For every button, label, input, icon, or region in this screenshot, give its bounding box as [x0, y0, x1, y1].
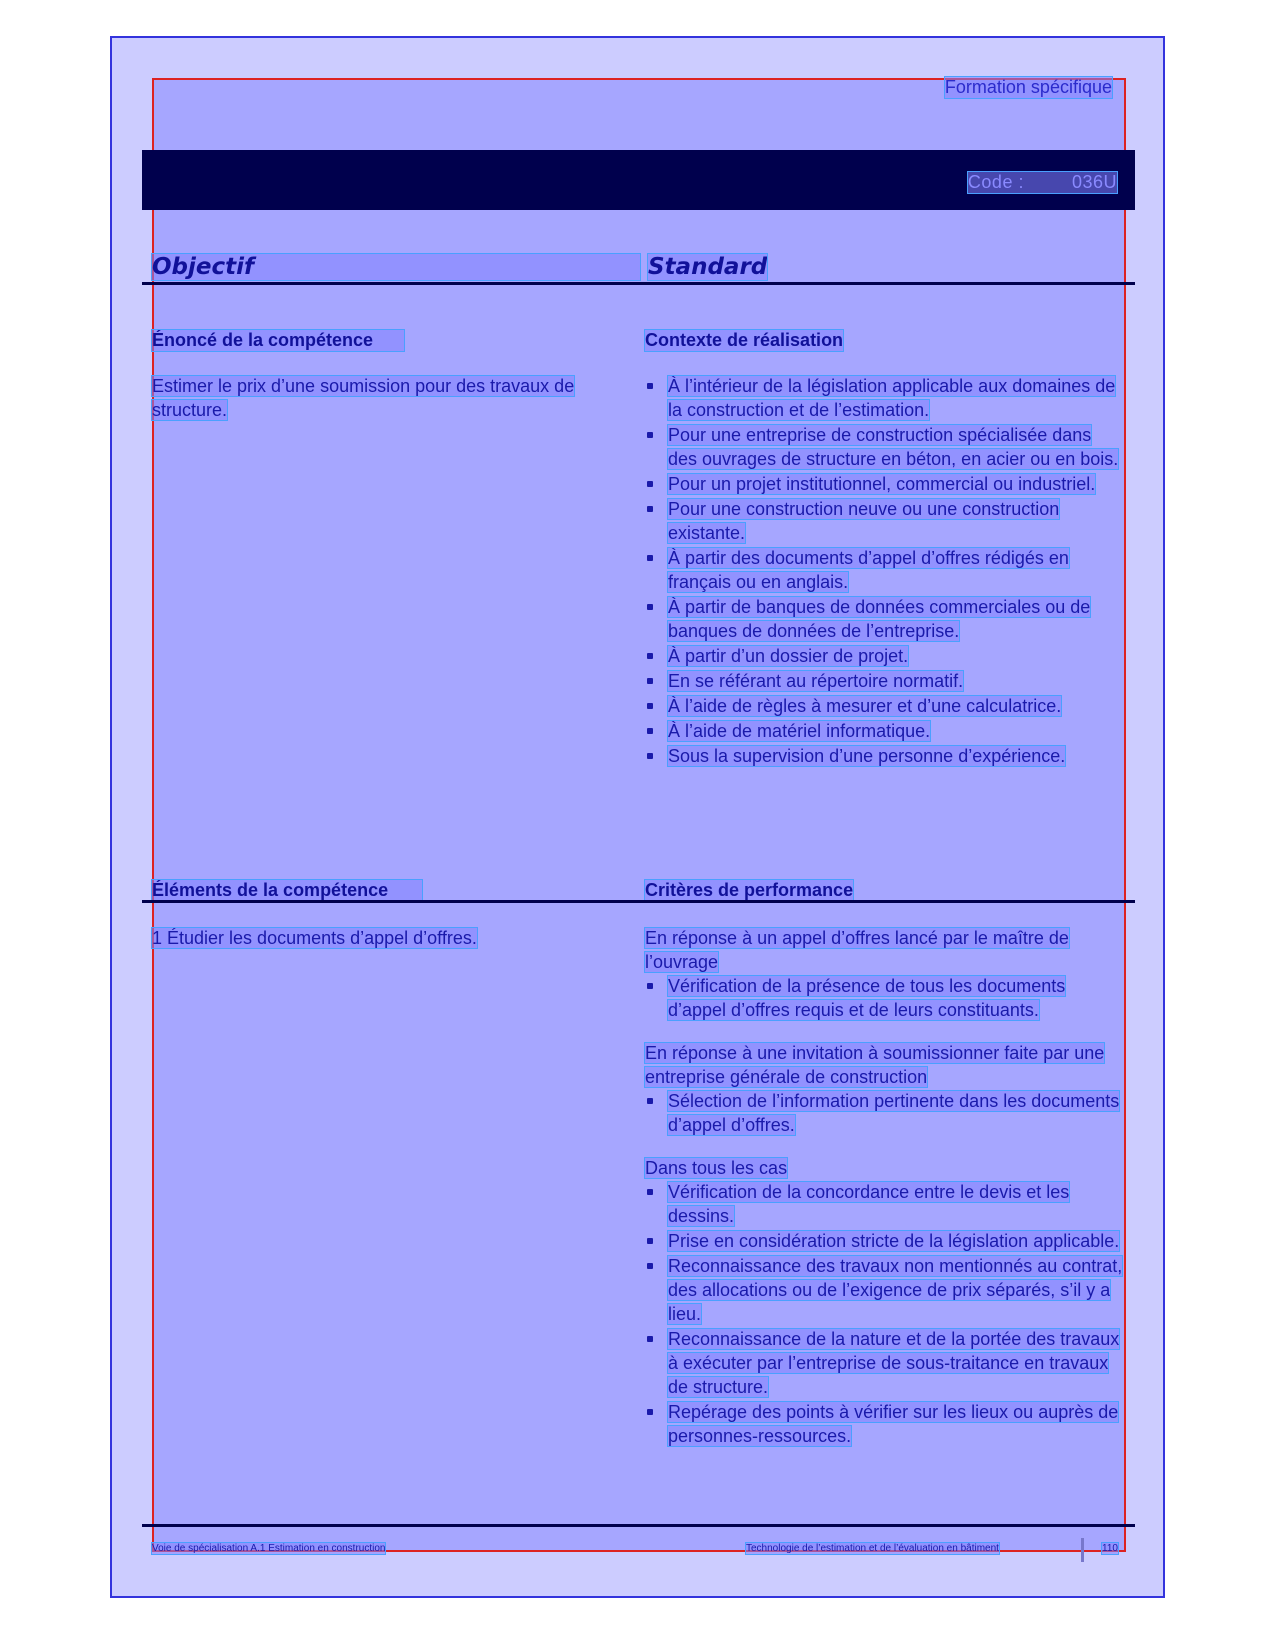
list-item: Pour une construction neuve ou une construction existante. — [645, 497, 1125, 545]
criteres-container — [645, 926, 1125, 1449]
page-number: 110 — [1102, 1543, 1118, 1554]
footer-left: Voie de spécialisation A.1 Estimation en construction — [152, 1543, 386, 1554]
contexte-list — [645, 374, 1125, 768]
footer-rule — [142, 1524, 1135, 1527]
section-rule — [142, 900, 1135, 903]
list-item: Reconnaissance des travaux non mentionnés au contrat, des allocations ou de l’exigence de prix séparés, s’il y a lieu. — [645, 1254, 1125, 1326]
list-item: Sélection de l’information pertinente dans les documents d’appel d’offres. — [645, 1089, 1125, 1137]
column-heading-objectif: Objectif — [152, 254, 640, 280]
list-item: Pour un projet institutionnel, commercial ou industriel. — [645, 472, 1125, 496]
code-value: 036U — [1071, 172, 1117, 192]
criteria-intro-3: Dans tous les cas — [645, 1158, 788, 1178]
element-1: 1 Étudier les documents d’appel d’offres. — [152, 928, 477, 948]
list-item: Vérification de la concordance entre le devis et les dessins. — [645, 1180, 1125, 1228]
list-item: À l’aide de règles à mesurer et d’une calculatrice. — [645, 694, 1125, 718]
criteria-list-3 — [645, 1180, 1125, 1448]
list-item: En se référant au répertoire normatif. — [645, 669, 1125, 693]
elements-heading: Éléments de la compétence — [152, 880, 422, 901]
criteria-list-1 — [645, 974, 1125, 1022]
program-type-label: Formation spécifique — [944, 77, 1112, 97]
criteres-heading: Critères de performance — [645, 880, 854, 900]
column-heading-standard: Standard — [648, 254, 768, 280]
code-label-text: Code : — [967, 172, 1024, 192]
list-item: Reconnaissance de la nature et de la portée des travaux à exécuter par l’entreprise de sous-traitance en travaux de structure. — [645, 1327, 1125, 1399]
contexte-list-container — [645, 374, 1125, 769]
list-item: Pour une entreprise de construction spécialisée dans des ouvrages de structure en béton, en acier ou en bois. — [645, 423, 1125, 471]
enonce-text: Estimer le prix d’une soumission pour des travaux de structure. — [152, 376, 575, 420]
competency-code — [968, 172, 1117, 193]
criteria-intro-2: En réponse à une invitation à soumissionner faite par une entreprise générale de construction — [645, 1043, 1105, 1087]
list-item: Prise en considération stricte de la législation applicable. — [645, 1229, 1125, 1253]
list-item: À partir des documents d’appel d’offres rédigés en français ou en anglais. — [645, 546, 1125, 594]
enonce-heading: Énoncé de la compétence — [152, 330, 404, 351]
list-item: À partir de banques de données commerciales ou de banques de données de l’entreprise. — [645, 595, 1125, 643]
list-item: À partir d’un dossier de projet. — [645, 644, 1125, 668]
footer-marker — [1081, 1538, 1084, 1562]
list-item: À l’intérieur de la législation applicable aux domaines de la construction et de l’estimation. — [645, 374, 1125, 422]
list-item: Sous la supervision d’une personne d’expérience. — [645, 744, 1125, 768]
list-item: Vérification de la présence de tous les documents d’appel d’offres requis et de leurs constituants. — [645, 974, 1125, 1022]
heading-rule — [142, 282, 1135, 285]
criteria-list-2 — [645, 1089, 1125, 1137]
criteria-intro-1: En réponse à un appel d’offres lancé par le maître de l’ouvrage — [645, 928, 1069, 972]
list-item: À l’aide de matériel informatique. — [645, 719, 1125, 743]
contexte-heading: Contexte de réalisation — [645, 330, 844, 350]
list-item: Repérage des points à vérifier sur les lieux ou auprès de personnes-ressources. — [645, 1400, 1125, 1448]
footer-right: Technologie de l’estimation et de l’évaluation en bâtiment — [746, 1543, 999, 1554]
